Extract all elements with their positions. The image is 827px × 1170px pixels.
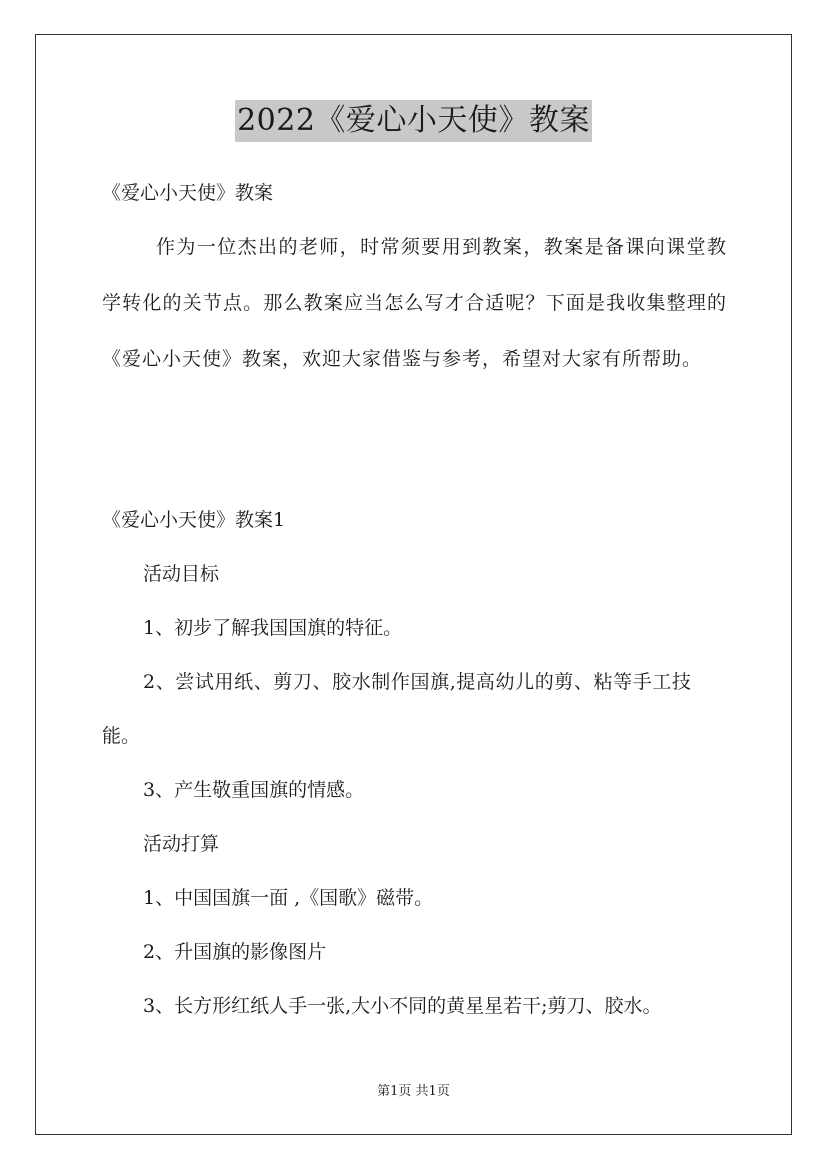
- prep-item-3: 3、长方形红纸人手一张,大小不同的黄星星若干;剪刀、胶水。: [143, 995, 662, 1017]
- prep-item-2: 2、升国旗的影像图片: [143, 941, 327, 963]
- goal-item-1: 1、初步了解我国国旗的特征。: [143, 617, 403, 639]
- prep-heading: 活动打算: [143, 833, 220, 855]
- intro-paragraph: 作为一位杰出的老师，时常须要用到教案，教案是备课向课堂教学转化的关节点。那么教案应当怎么写才合适呢？下面是我收集整理的《爱心小天使》教案，欢迎大家借鉴与参考，希望对大家有所帮助。: [102, 236, 727, 370]
- page-footer: 第1页 共1页: [377, 1084, 450, 1099]
- title-container: [0, 100, 827, 142]
- document-subtitle: 《爱心小天使》教案: [102, 182, 274, 204]
- goal-item-3: 3、产生敬重国旗的情感。: [143, 779, 365, 801]
- goal-item-2-continued: 能。: [102, 725, 141, 747]
- prep-item-1: 1、中国国旗一面 ,《国歌》磁带。: [143, 887, 434, 909]
- document-title: 2022《爱心小天使》教案: [235, 100, 592, 142]
- goal-item-2: 2、尝试用纸、剪刀、胶水制作国旗,提高幼儿的剪、粘等手工技: [143, 671, 692, 693]
- goals-heading: 活动目标: [143, 563, 220, 585]
- section-heading: 《爱心小天使》教案1: [102, 509, 286, 531]
